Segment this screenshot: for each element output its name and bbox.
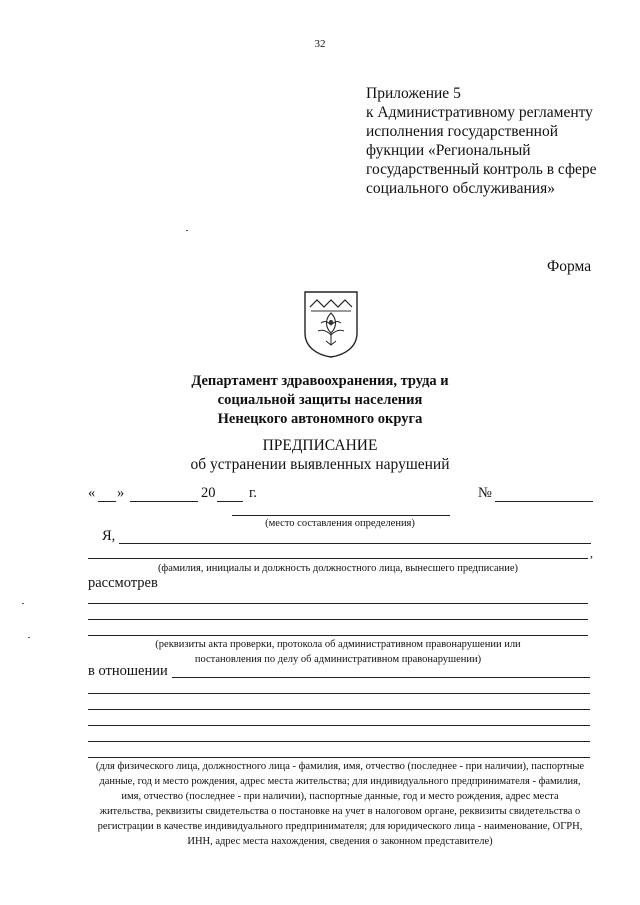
subject-field-4[interactable] — [88, 725, 590, 726]
appendix-header — [366, 84, 616, 198]
organization-line: Департамент здравоохранения, труда и — [191, 373, 449, 389]
official-field[interactable] — [119, 543, 591, 544]
regarding-label: в отношении — [88, 663, 168, 679]
official-field-2[interactable] — [88, 558, 588, 559]
day-field[interactable] — [98, 501, 116, 502]
appendix-line: исполнения государственной — [366, 123, 558, 140]
number-sign: № — [478, 485, 492, 501]
subject-caption — [84, 759, 596, 849]
requisites-caption-line: (реквизиты акта проверки, протокола об административном правонарушении или — [155, 639, 521, 650]
subject-caption-line: данные, год и место рождения, адрес места жительства; для индивидуального предпринимателя - фамилия, — [99, 776, 581, 787]
appendix-line: государственный контроль в сфере — [366, 161, 597, 178]
considering-label: рассмотрев — [88, 575, 158, 591]
year-field[interactable] — [217, 501, 243, 502]
document-title-block — [0, 436, 640, 474]
quote-open: « — [88, 485, 96, 501]
requisites-caption-line: постановления по делу об административном правонарушении) — [194, 654, 482, 665]
scan-speck — [186, 230, 188, 231]
scan-speck — [22, 603, 24, 604]
document-title: ПРЕДПИСАНИЕ — [262, 437, 378, 454]
place-caption: (место составления определения) — [265, 518, 415, 529]
subject-field-3[interactable] — [88, 709, 590, 710]
page-number: 32 — [314, 38, 326, 50]
official-caption: (фамилия, инициалы и должность должностного лица, вынесшего предписание) — [157, 563, 519, 574]
requisites-field-2[interactable] — [88, 619, 588, 620]
subject-caption-line: жительства, реквизиты свидетельства о постановке на учет в налоговом органе, реквизиты свидетельства о — [99, 806, 581, 817]
subject-field-5[interactable] — [88, 741, 590, 742]
subject-caption-line: регистрации в качестве индивидуального предпринимателя; для юридического лица - наименование, ОГРН, — [97, 821, 583, 832]
subject-caption-line: (для физического лица, должностного лица - фамилия, имя, отчество (последнее - при наличии), паспортные — [95, 761, 585, 772]
subject-caption-line: ИНН, адрес места нахождения, сведения о законном представителе) — [187, 836, 493, 847]
trailing-comma: , — [590, 546, 593, 560]
coat-of-arms-emblem — [301, 289, 361, 359]
requisites-field-1[interactable] — [88, 603, 588, 604]
appendix-line: Приложение 5 — [366, 85, 461, 102]
month-field[interactable] — [130, 501, 198, 502]
i-label: Я, — [102, 528, 116, 544]
subject-caption-line: имя, отчество (последнее - при наличии), паспортные данные, год и место рождения, адрес места — [121, 791, 559, 802]
subject-field-1[interactable] — [172, 677, 590, 678]
organization-line: социальной защиты населения — [217, 392, 423, 408]
appendix-line: социального обслуживания» — [366, 180, 555, 197]
scan-speck — [28, 637, 30, 638]
appendix-line: к Административному регламенту — [366, 104, 593, 121]
subject-field-6[interactable] — [88, 757, 590, 758]
organization-line: Ненецкого автономного округа — [217, 411, 423, 427]
quote-close: » — [117, 485, 125, 501]
document-subtitle: об устранении выявленных нарушений — [190, 456, 450, 473]
document-number-field[interactable] — [495, 501, 593, 502]
form-label: Форма — [547, 258, 592, 275]
requisites-field-3[interactable] — [88, 635, 588, 636]
subject-field-2[interactable] — [88, 693, 590, 694]
year-suffix: г. — [249, 485, 257, 501]
organization-name — [0, 372, 640, 429]
year-prefix: 20 — [201, 485, 216, 501]
appendix-line: фукнции «Региональный — [366, 142, 531, 159]
